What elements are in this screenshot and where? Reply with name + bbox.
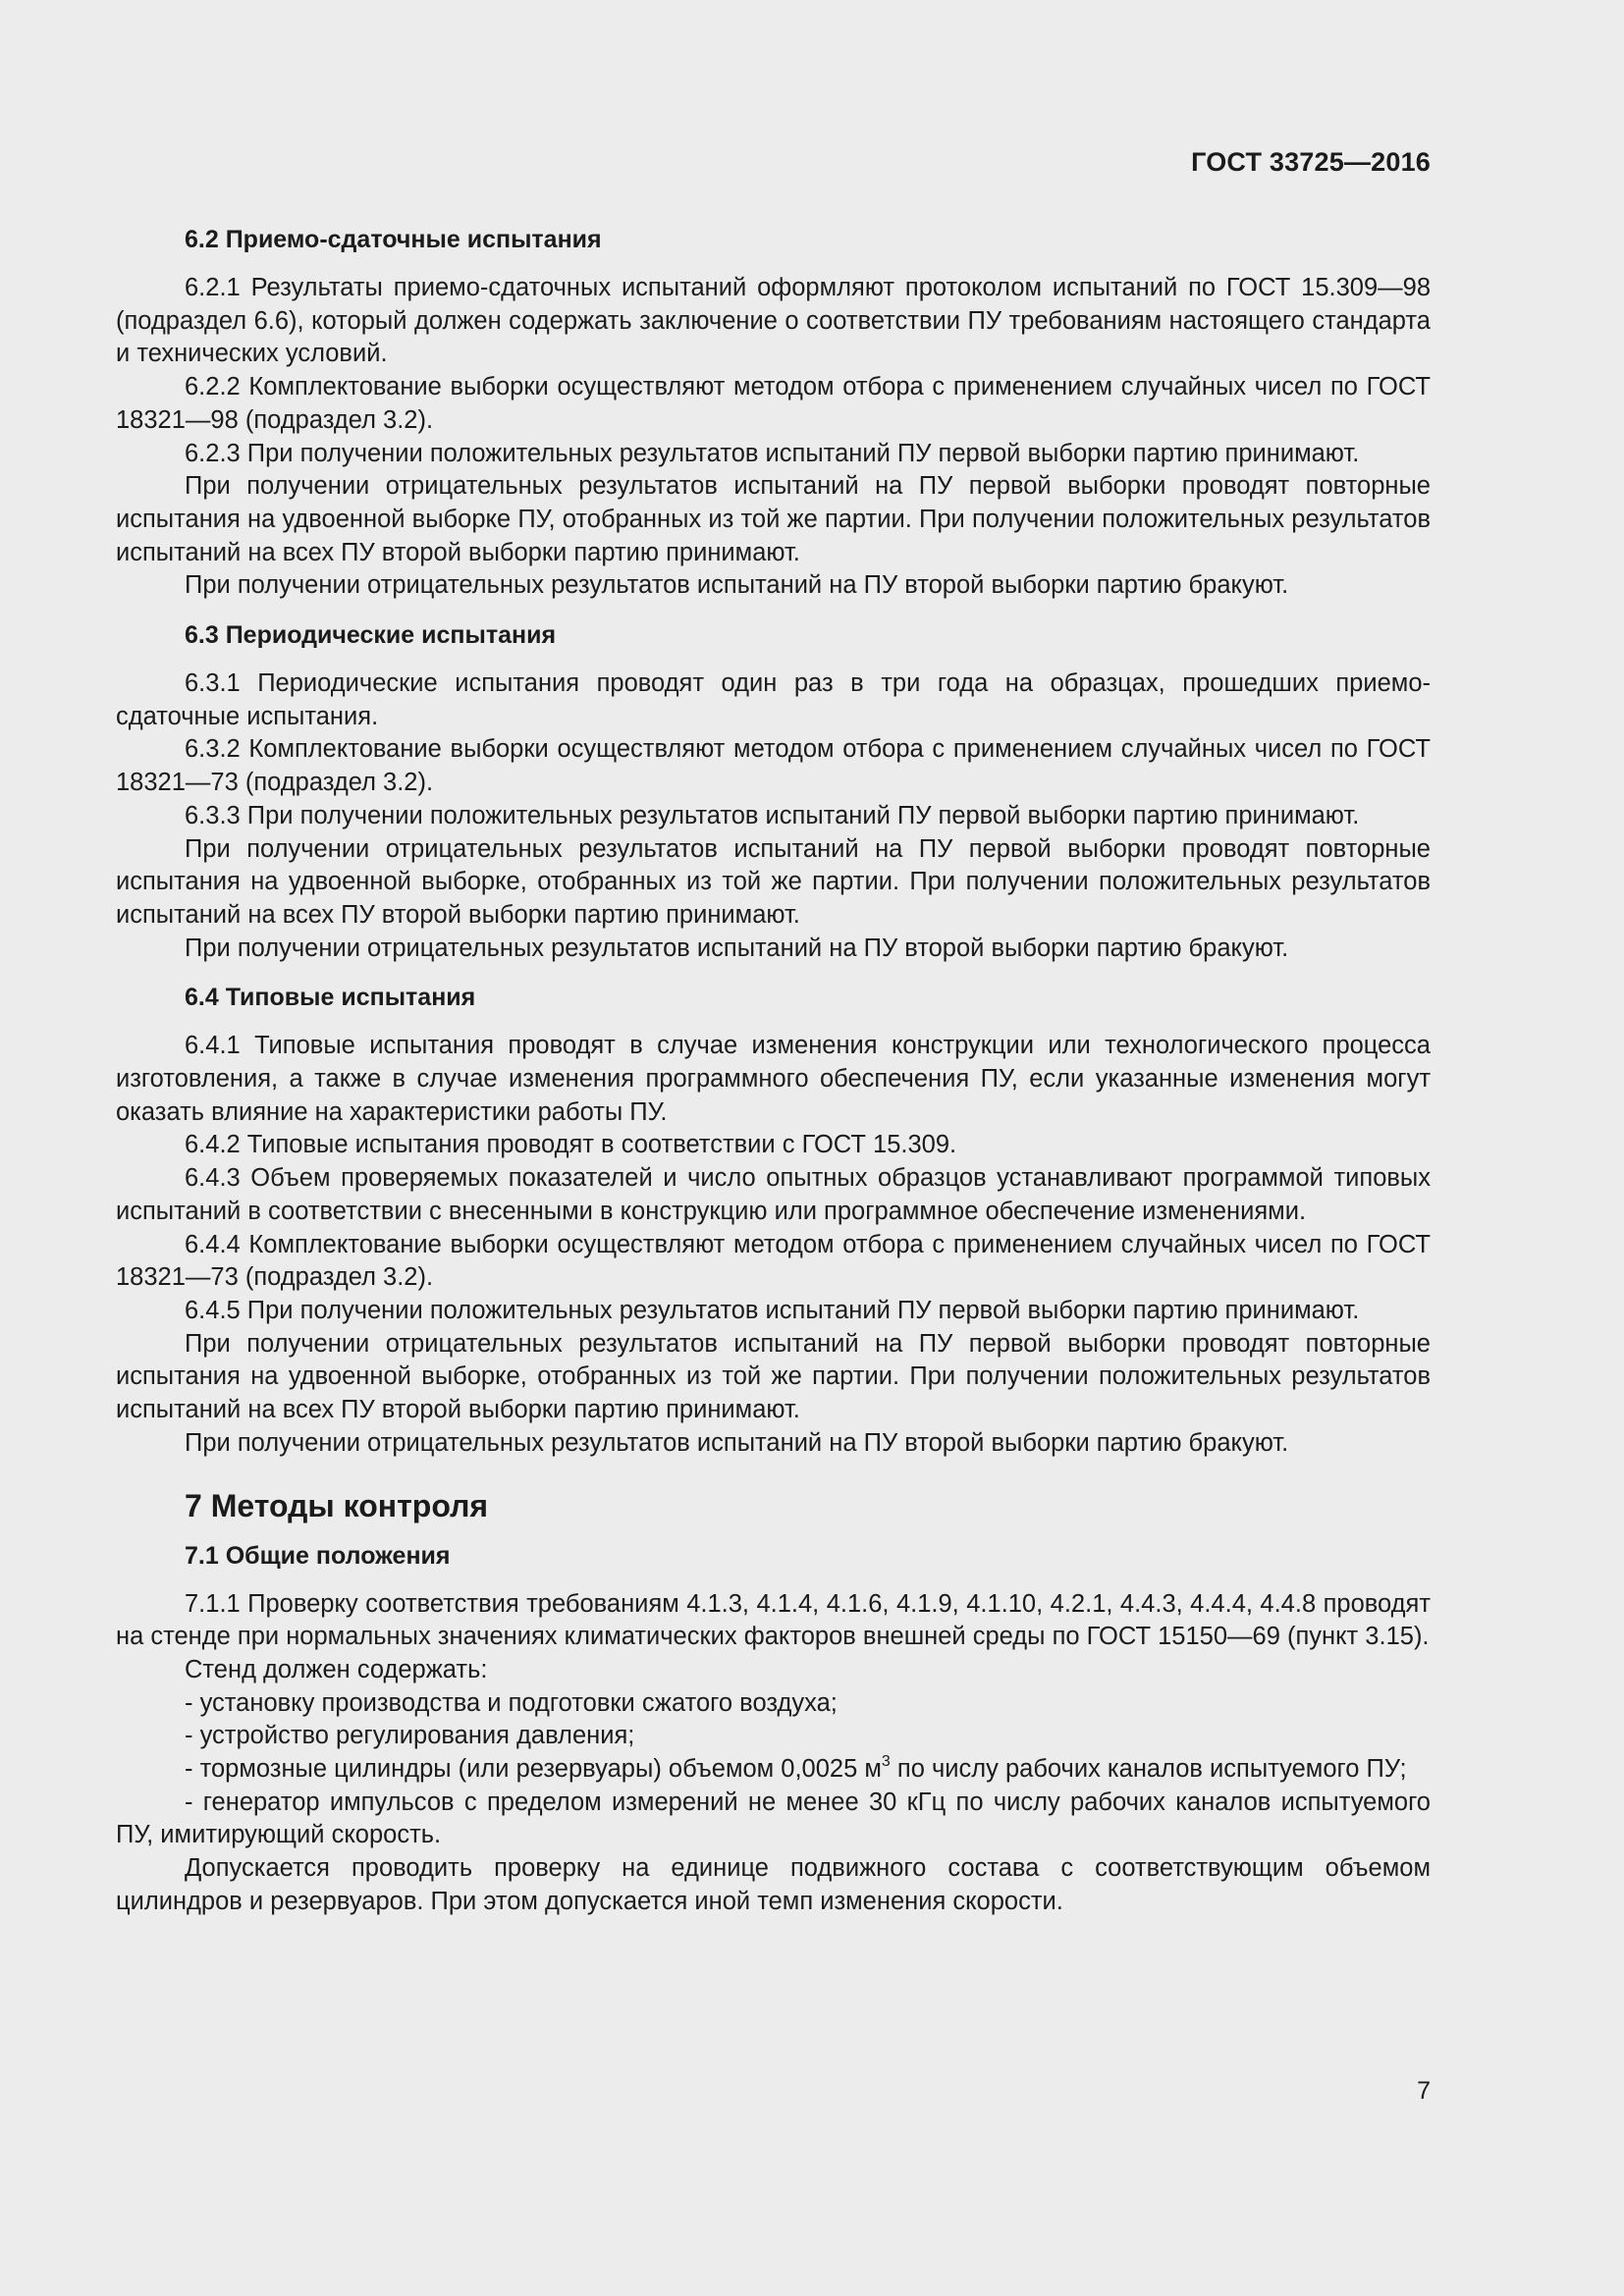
list-item: - генератор импульсов с пределом измерений не менее 30 кГц по числу рабочих каналов испытуемого ПУ, имитирующий скорость.	[116, 1788, 1431, 1849]
list-item-text: - тормозные цилиндры (или резервуары) объемом 0,0025 м	[185, 1755, 882, 1784]
paragraph-6-4-5-negative: При получении отрицательных результатов испытаний на ПУ первой выборки проводят повторные испытания на удвоенной выборке, отобранных из той же партии. При получении положительных результатов испытаний на всех ПУ второй выборки партию принимают.	[116, 1329, 1431, 1424]
paragraph-6-3-3: 6.3.3 При получении положительных результатов испытаний ПУ первой выборки партию принимают.	[185, 801, 1360, 829]
paragraph-6-4-1: 6.4.1 Типовые испытания проводят в случае изменения конструкции или технологического процесса изготовления, а также в случае изменения программного обеспечения ПУ, если указанные изменения могут оказать влияние на характеристики работы ПУ.	[116, 1032, 1431, 1126]
superscript: 3	[881, 1753, 891, 1771]
document-body	[116, 221, 1431, 1919]
paragraph-6-4-4: 6.4.4 Комплектование выборки осуществляют методом отбора с применением случайных чисел по ГОСТ 18321—73 (подраздел 3.2).	[116, 1230, 1431, 1292]
paragraph-stand-intro: Стенд должен содержать:	[185, 1655, 488, 1683]
paragraph-6-4-5: 6.4.5 При получении положительных результатов испытаний ПУ первой выборки партию принимают.	[185, 1296, 1360, 1324]
page-number: 7	[1417, 2077, 1431, 2105]
paragraph-6-3-3-negative: При получении отрицательных результатов испытаний на ПУ первой выборки проводят повторные испытания на удвоенной выборке, отобранных из той же партии. При получении положительных результатов испытаний на всех ПУ второй выборки партию принимают.	[116, 834, 1431, 929]
list-item-text: по числу рабочих каналов испытуемого ПУ;	[890, 1755, 1407, 1784]
paragraph-6-4-5-reject: При получении отрицательных результатов испытаний на ПУ второй выборки партию бракуют.	[185, 1428, 1289, 1457]
paragraph-6-4-3: 6.4.3 Объем проверяемых показателей и число опытных образцов устанавливают программой типовых испытаний в соответствии с внесенными в конструкцию или программное обеспечение изменениями.	[116, 1164, 1431, 1225]
paragraph-7-1-1: 7.1.1 Проверку соответствия требованиям 4.1.3, 4.1.4, 4.1.6, 4.1.9, 4.1.10, 4.2.1, 4.4.3, 4.4.4, 4.4.8 проводят на стенде при нормальных значениях климатических факторов внешней среды по ГОСТ 15150—69 (пункт 3.15).	[116, 1589, 1431, 1651]
heading-6-2: 6.2 Приемо-сдаточные испытания	[185, 226, 602, 253]
heading-6-3: 6.3 Периодические испытания	[185, 621, 557, 650]
paragraph-6-3-2: 6.3.2 Комплектование выборки осуществляют методом отбора с применением случайных чисел по ГОСТ 18321—73 (подраздел 3.2).	[116, 735, 1431, 797]
paragraph-allowance: Допускается проводить проверку на единице подвижного состава с соответствующим объемом цилиндров и резервуаров. При этом допускается иной темп изменения скорости.	[116, 1854, 1431, 1915]
paragraph-6-2-3: 6.2.3 При получении положительных результатов испытаний ПУ первой выборки партию принимают.	[185, 439, 1360, 467]
paragraph-6-4-2: 6.4.2 Типовые испытания проводят в соответствии с ГОСТ 15.309.	[185, 1131, 957, 1159]
list-item: - устройство регулирования давления;	[185, 1722, 635, 1750]
paragraph-6-3-3-reject: При получении отрицательных результатов испытаний на ПУ второй выборки партию бракуют.	[185, 934, 1289, 962]
heading-7: 7 Методы контроля	[185, 1487, 489, 1523]
list-item	[116, 1753, 1431, 1787]
paragraph-6-2-3-negative: При получении отрицательных результатов испытаний на ПУ первой выборки проводят повторные испытания на удвоенной выборке ПУ, отобранных из той же партии. При получении положительных результатов испытаний на всех ПУ второй выборки партию принимают.	[116, 472, 1431, 566]
heading-7-1: 7.1 Общие положения	[185, 1541, 451, 1570]
paragraph-6-3-1: 6.3.1 Периодические испытания проводят один раз в три года на образцах, прошедших приемо-сдаточные испытания.	[116, 669, 1431, 730]
paragraph-6-2-2: 6.2.2 Комплектование выборки осуществляют методом отбора с применением случайных чисел по ГОСТ 18321—98 (подраздел 3.2).	[116, 373, 1431, 434]
standard-code: ГОСТ 33725—2016	[1191, 147, 1431, 177]
paragraph-6-2-1: 6.2.1 Результаты приемо-сдаточных испытаний оформляют протоколом испытаний по ГОСТ 15.309—98 (подраздел 6.6), который должен содержать заключение о соответствии ПУ требованиям настоящего стандарта и технических условий.	[116, 274, 1431, 368]
paragraph-6-2-3-reject: При получении отрицательных результатов испытаний на ПУ второй выборки партию бракуют.	[185, 571, 1289, 600]
heading-6-4: 6.4 Типовые испытания	[185, 984, 476, 1012]
list-item: - установку производства и подготовки сжатого воздуха;	[185, 1688, 838, 1717]
